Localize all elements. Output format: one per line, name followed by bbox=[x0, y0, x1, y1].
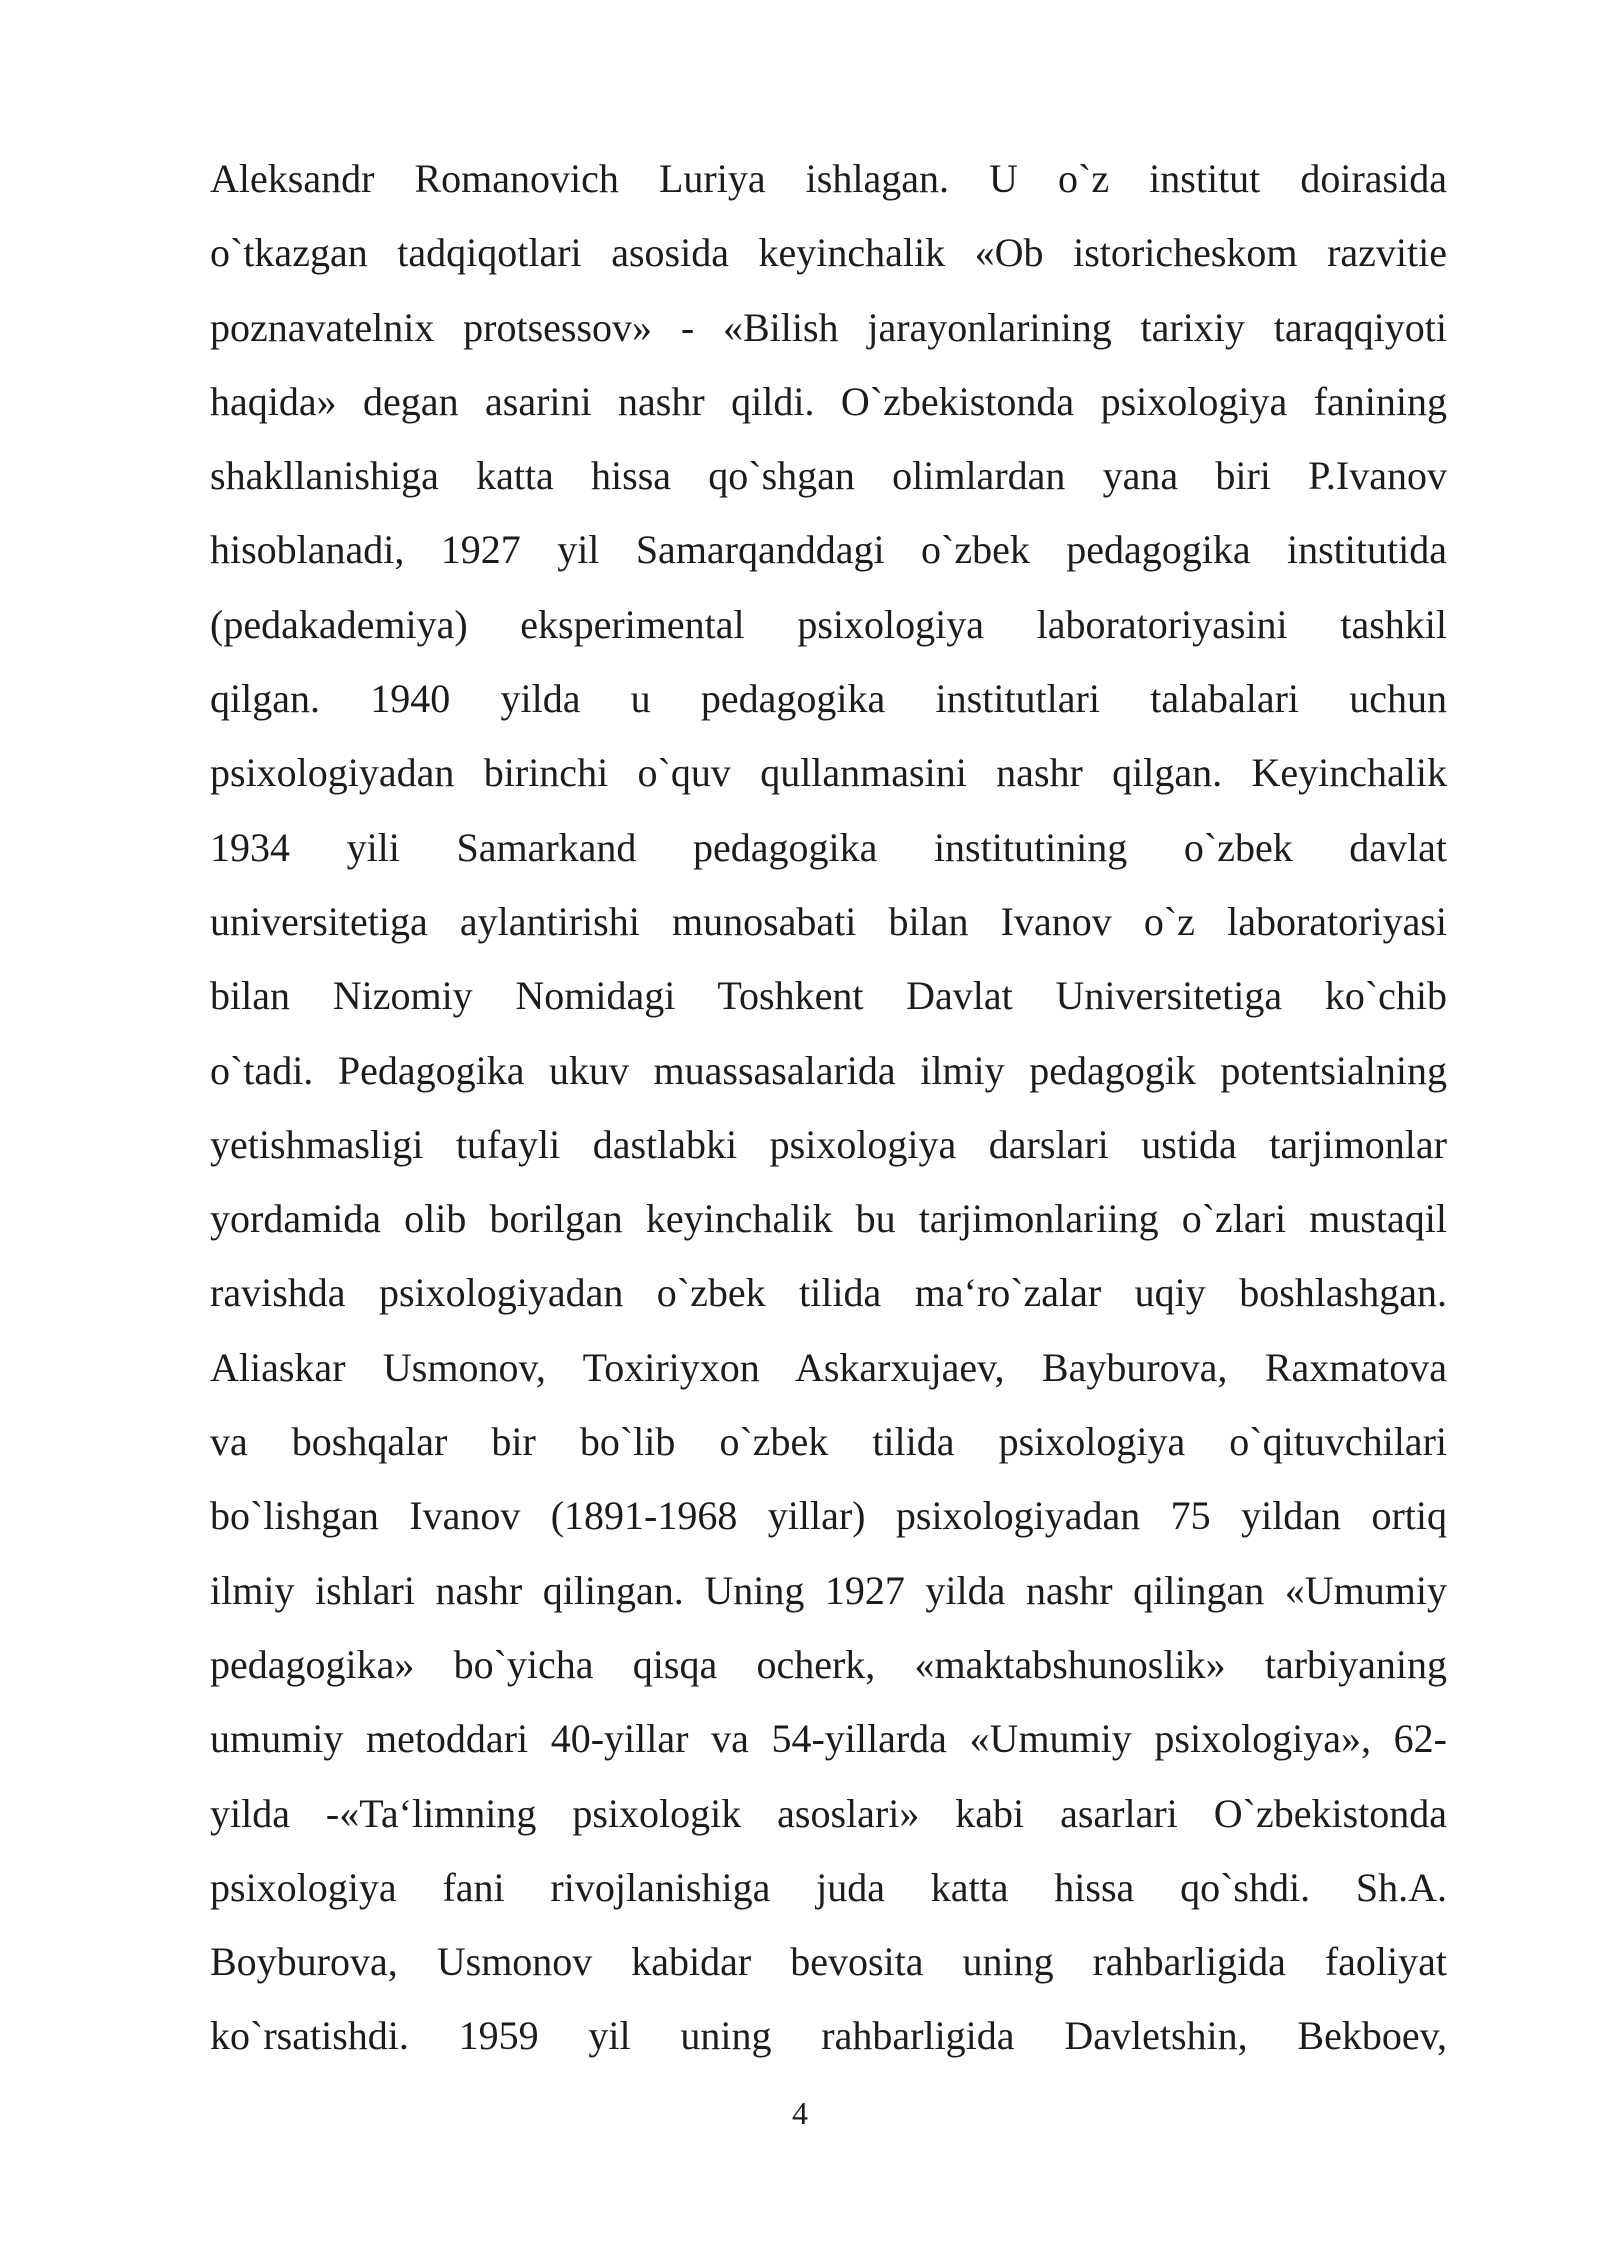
text-line: 1934 yili Samarkand pedagogika institutining o`zbek davlat bbox=[210, 824, 1447, 870]
page-number: 4 bbox=[792, 2095, 808, 2131]
text-line: psixologiyadan birinchi o`quv qullanmasini nashr qilgan. Keyinchalik bbox=[210, 750, 1447, 796]
text-line: ko`rsatishdi. 1959 yil uning rahbarligida Davletshin, Bekboev, bbox=[210, 2013, 1447, 2059]
text-line: Boyburova, Usmonov kabidar bevosita uning rahbarligida faoliyat bbox=[210, 1939, 1447, 1985]
text-line: umumiy metoddari 40-yillar va 54-yillarda «Umumiy psixologiya», 62- bbox=[210, 1716, 1447, 1762]
text-line: Aliaskar Usmonov, Toxiriyxon Askarxujaev, Bayburova, Raxmatova bbox=[210, 1344, 1447, 1390]
text-line: Aleksandr Romanovich Luriya ishlagan. U o`z institut doirasida bbox=[210, 156, 1447, 201]
text-line: universitetiga aylantirishi munosabati bilan Ivanov o`z laboratoriyasi bbox=[210, 898, 1447, 944]
text-line: va boshqalar bir bo`lib o`zbek tilida psixologiya o`qituvchilari bbox=[210, 1419, 1447, 1465]
text-line: o`tadi. Pedagogika ukuv muassasalarida ilmiy pedagogik potentsialning bbox=[210, 1047, 1447, 1093]
text-line: (pedakademiya) eksperimental psixologiya laboratoriyasini tashkil bbox=[210, 601, 1447, 647]
body-text bbox=[210, 150, 1447, 2082]
text-line: pedagogika» bo`yicha qisqa ocherk, «maktabshunoslik» tarbiyaning bbox=[210, 1641, 1447, 1687]
text-line: yilda -«Ta‘limning psixologik asoslari» kabi asarlari O`zbekistonda bbox=[210, 1790, 1447, 1836]
text-line: bilan Nizomiy Nomidagi Toshkent Davlat Universitetiga ko`chib bbox=[210, 973, 1447, 1019]
text-line: poznavatelnix protsessov» - «Bilish jarayonlarining tarixiy taraqqiyoti bbox=[210, 304, 1447, 350]
text-line: haqida» degan asarini nashr qildi. O`zbekistonda psixologiya fanining bbox=[210, 378, 1447, 424]
text-line: ilmiy ishlari nashr qilingan. Uning 1927 yilda nashr qilingan «Umumiy bbox=[210, 1567, 1447, 1613]
text-line: shakllanishiga katta hissa qo`shgan olimlardan yana biri P.Ivanov bbox=[210, 453, 1447, 499]
text-line: yetishmasligi tufayli dastlabki psixologiya darslari ustida tarjimonlar bbox=[210, 1121, 1447, 1167]
text-line: ravishda psixologiyadan o`zbek tilida ma‘ro`zalar uqiy boshlashgan. bbox=[210, 1270, 1447, 1316]
text-line: qilgan. 1940 yilda u pedagogika institutlari talabalari uchun bbox=[210, 676, 1447, 722]
text-line: hisoblanadi, 1927 yil Samarqanddagi o`zbek pedagogika institutida bbox=[210, 527, 1447, 573]
text-line: bo`lishgan Ivanov (1891-1968 yillar) psixologiyadan 75 yildan ortiq bbox=[210, 1493, 1447, 1539]
text-line: o`tkazgan tadqiqotlari asosida keyinchalik «Ob istoricheskom razvitie bbox=[210, 230, 1447, 276]
text-line: psixologiya fani rivojlanishiga juda katta hissa qo`shdi. Sh.A. bbox=[210, 1864, 1447, 1910]
text-line: yordamida olib borilgan keyinchalik bu tarjimonlariing o`zlari mustaqil bbox=[210, 1196, 1447, 1242]
